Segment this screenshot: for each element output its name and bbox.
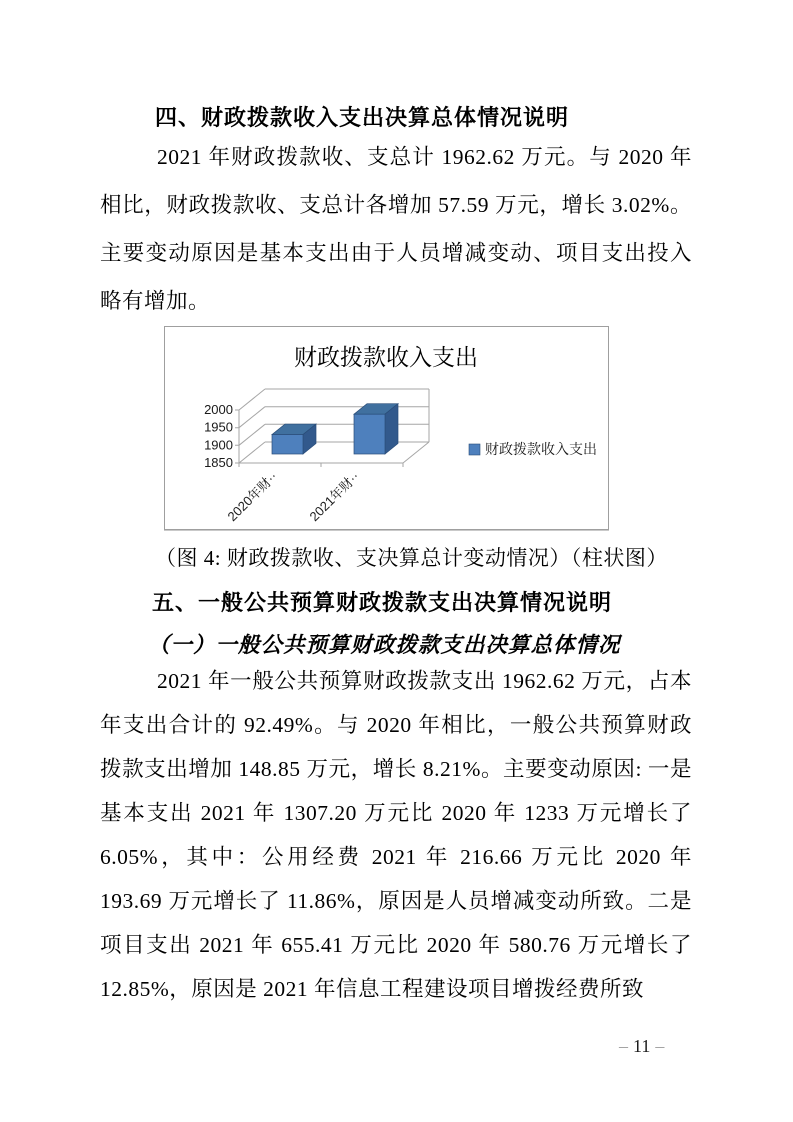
ytick-2000: 2000: [204, 402, 233, 417]
page-number-dash-left: –: [619, 1036, 628, 1056]
legend-label: 财政拨款收入支出: [485, 443, 597, 458]
chart-gridlines: [235, 389, 429, 467]
section5-subheading: （一）一般公共预算财政拨款支出决算总体情况: [148, 633, 621, 657]
legend-swatch-icon: [469, 444, 480, 455]
figure-caption: （图 4: 财政拨款收、支决算总计变动情况）（柱状图）: [155, 546, 668, 570]
xtick-2020: 2020年财··: [224, 468, 281, 525]
ytick-1850: 1850: [204, 455, 233, 470]
chart-canvas: [165, 327, 608, 529]
section5-paragraph: 2021 年一般公共预算财政拨款支出 1962.62 万元，占本年支出合计的 92.49%。与 2020 年相比，一般公共预算财政拨款支出增加 148.85 万元，增长 8.21%。主要变动原因: 一是基本支出 2021 年 1307.20 万元比 2020 年 1233 万元增长了 6.05%，其中：公用经费 2021 年 216.66 万元比 2020 年 193.69 万元增长了 11.86%，原因是人员增减变动所致。二是项目支出 2021 年 655.41 万元比 2020 年 580.76 万元增长了 12.85%，原因是 2021 年信息工程建设项目增拨经费所致: [100, 669, 692, 1001]
bar-series: [272, 404, 398, 454]
page-number-value: 11: [633, 1036, 651, 1056]
ytick-1950: 1950: [204, 419, 233, 435]
bar-1-rect: [354, 414, 385, 454]
section4-paragraph: 2021 年财政拨款收、支总计 1962.62 万元。与 2020 年相比，财政拨款收、支总计各增加 57.59 万元，增长 3.02%。主要变动原因是基本支出由于人员增减变动、项目支出投入略有增加。: [100, 145, 692, 313]
page-number: [614, 1036, 669, 1057]
page-number-dash-right: –: [655, 1036, 665, 1056]
section4-heading: 四、财政拨款收入支出决算总体情况说明: [155, 105, 570, 130]
section5-heading: 五、一般公共预算财政拨款支出决算情况说明: [152, 590, 613, 615]
chart-legend: [469, 441, 597, 458]
xtick-2021: 2021年财··: [306, 468, 363, 525]
fiscal-appropriation-chart: [164, 326, 609, 530]
chart-title: 财政拨款收入支出: [294, 345, 478, 370]
bar-0-rect: [272, 435, 303, 454]
ytick-1900: 1900: [204, 437, 233, 453]
